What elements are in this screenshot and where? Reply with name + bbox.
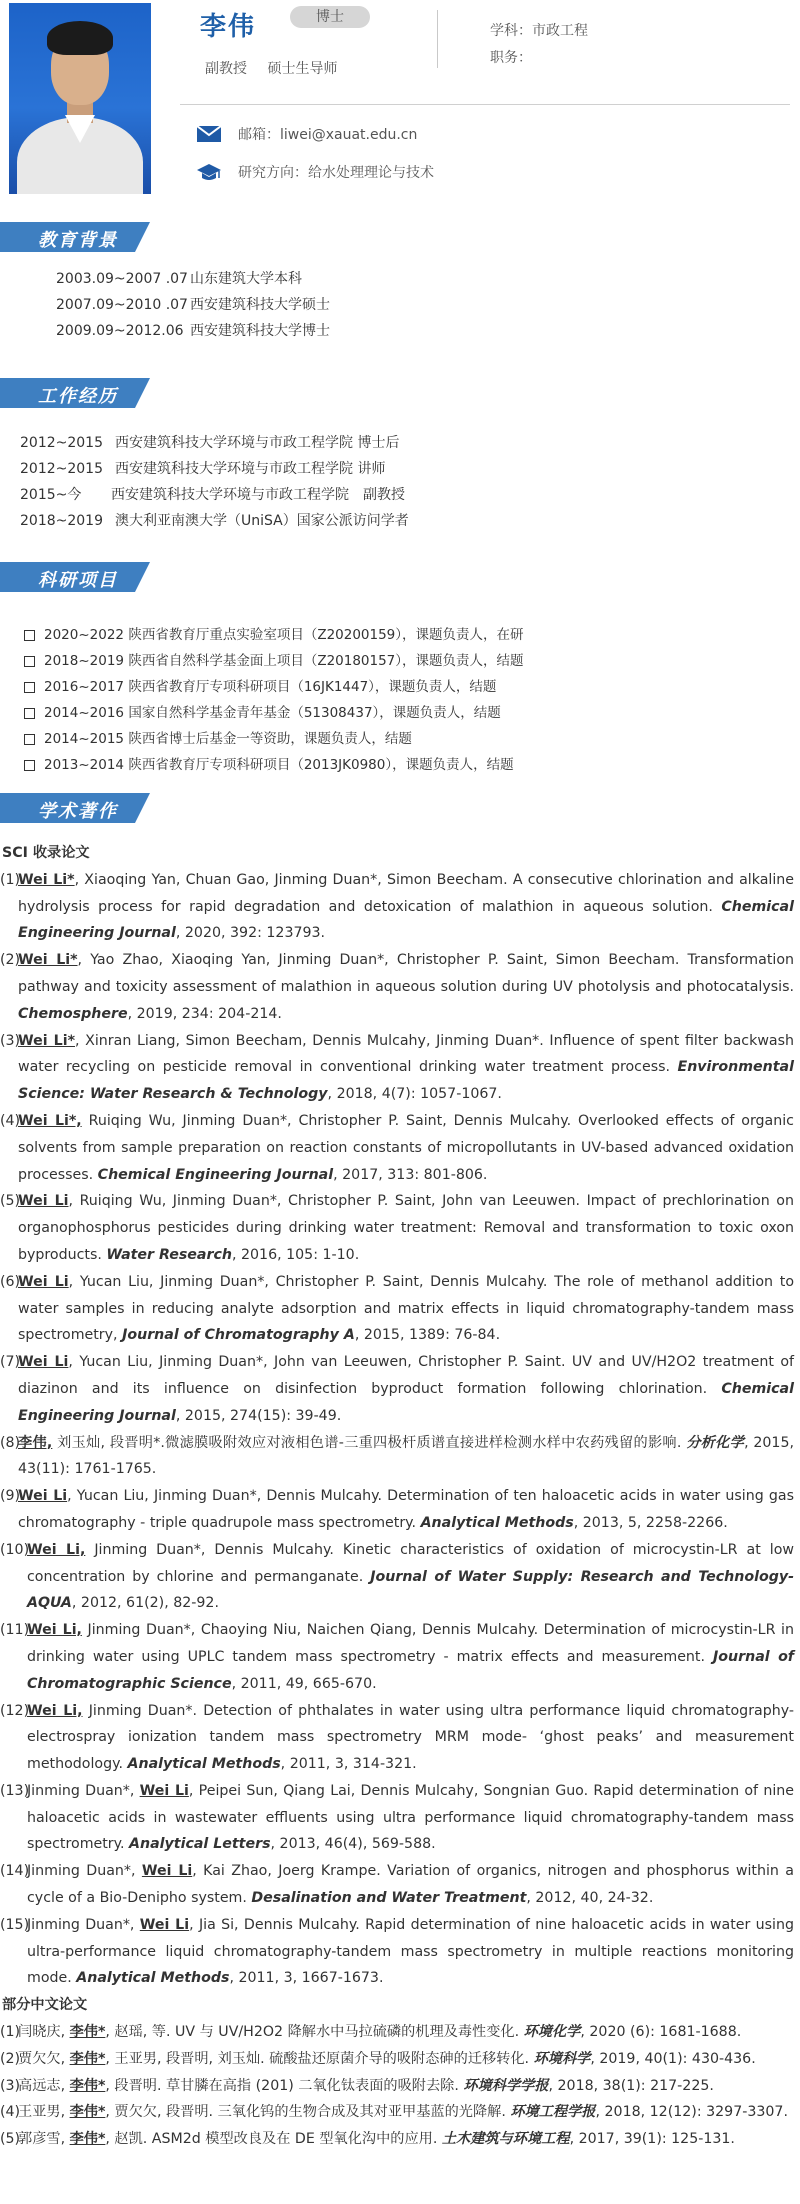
envelope-icon: [196, 124, 222, 144]
chinese-paper: (2) 贾欠欠, 李伟*, 王亚男, 段晋明, 刘玉灿. 硫酸盐还原菌介导的吸附态砷的迁移转化. 环境科学, 2019, 40(1): 430-436.: [0, 2050, 756, 2067]
section-title-work: 工作经历: [38, 386, 118, 407]
work-item: 2012~2015 西安建筑科技大学环境与市政工程学院 讲师: [20, 461, 386, 477]
sci-paper: (13) Jinming Duan*, Wei Li, Peipei Sun, Qiang Lai, Dennis Mulcahy, Songnian Guo. Rapid determination of nine haloacetic acids in wastewater effluents using ultra performance liquid chromatography-tandem mass spectrometry. Analytical Letters, 2013, 46(4), 569-588.: [0, 1782, 794, 1853]
chinese-paper: (5) 郭彦雪, 李伟*, 赵凯. ASM2d 模型改良及在 DE 型氧化沟中的应用. 土木建筑与环境工程, 2017, 39(1): 125-131.: [0, 2131, 735, 2148]
profile-header: [0, 0, 800, 210]
sci-heading: SCI 收录论文: [2, 845, 90, 861]
education-list: [56, 266, 330, 344]
chinese-paper: (3) 高远志, 李伟*, 段晋明. 草甘膦在高指 (201) 二氧化钛表面的吸附去除. 环境科学学报, 2018, 38(1): 217-225.: [0, 2077, 714, 2094]
graduation-cap-icon: [196, 162, 222, 182]
research-text: 研究方向：给水处理理论与技术: [238, 165, 434, 181]
sci-paper: (10) Wei Li, Jinming Duan*, Dennis Mulcahy. Kinetic characteristics of oxidation of microcystin-LR at low concentration by chlorine and permanganate. Journal of Water Supply: Research and Technology-AQUA, 2012, 61(2), 82-92.: [0, 1541, 794, 1612]
project-item: 2020~2022 陕西省教育厅重点实验室项目（Z20200159），课题负责人，在研: [24, 622, 524, 648]
degree-badge: 博士: [290, 6, 370, 28]
academic-titles: [205, 58, 353, 78]
project-item: 2013~2014 陕西省教育厅专项科研项目（2013JK0980），课题负责人，结题: [24, 752, 524, 778]
email-row: [196, 124, 417, 144]
work-list: [20, 430, 409, 534]
project-item: 2016~2017 陕西省教育厅专项科研项目（16JK1447），课题负责人，结题: [24, 674, 524, 700]
project-item: 2014~2015 陕西省博士后基金一等资助，课题负责人，结题: [24, 726, 524, 752]
profile-name: 李伟: [200, 12, 257, 42]
section-title-education: 教育背景: [38, 230, 118, 251]
sci-paper: (6) Wei Li, Yucan Liu, Jinming Duan*, Christopher P. Saint, Dennis Mulcahy. The role of methanol addition to water samples in reducing analyte adsorption and matrix effects in liquid chromatography-tandem mass spectrometry, Journal of Chromatography A, 2015, 1389: 76-84.: [0, 1273, 794, 1344]
checkbox-square-icon: [24, 630, 35, 641]
sci-paper: (15) Jinming Duan*, Wei Li, Jia Si, Dennis Mulcahy. Rapid determination of nine haloacetic acids in water using ultra-performance liquid chromatography-tandem mass spectrometry in multiple reactions monitoring mode. Analytical Methods, 2011, 3, 1667-1673.: [0, 1916, 794, 1987]
checkbox-square-icon: [24, 656, 35, 667]
sci-paper: (11) Wei Li, Jinming Duan*, Chaoying Niu, Naichen Qiang, Dennis Mulcahy. Determination of microcystin-LR in drinking water using UPLC tandem mass spectrometry - matrix effects and measurement. Journal of Chromatographic Science, 2011, 49, 665-670.: [0, 1622, 794, 1692]
section-projects: [0, 562, 800, 592]
sci-paper: (5) Wei Li, Ruiqing Wu, Jinming Duan*, Christopher P. Saint, John van Leeuwen. Impact of prechlorination on organophosphorus pesticides during drinking water treatment: Removal and transformation to toxic oxon byproducts. Water Research, 2016, 105: 1-10.: [0, 1193, 794, 1263]
subject-field: 学科：市政工程: [490, 23, 588, 39]
chinese-paper: (1) 闫晓庆, 李伟*, 赵瑶, 等. UV 与 UV/H2O2 降解水中马拉硫磷的机理及毒性变化. 环境化学, 2020 (6): 1681-1688.: [0, 2024, 742, 2041]
project-item: 2018~2019 陕西省自然科学基金面上项目（Z20180157），课题负责人，结题: [24, 648, 524, 674]
section-education: [0, 222, 800, 252]
sci-paper: (4) Wei Li*, Ruiqing Wu, Jinming Duan*, Christopher P. Saint, Dennis Mulcahy. Overlooked effects of organic solvents from sample preparation on reaction constants of micropollutants in UV-based advanced oxidation processes. Chemical Engineering Journal, 2017, 313: 801-806.: [0, 1112, 794, 1183]
checkbox-square-icon: [24, 760, 35, 771]
title-label: 副教授: [205, 61, 247, 77]
sci-paper: (14) Jinming Duan*, Wei Li, Kai Zhao, Joerg Krampe. Variation of organics, nitrogen and phosphorus within a cycle of a Bio-Denipho system. Desalination and Water Treatment, 2012, 40, 24-32.: [0, 1863, 794, 1907]
work-item: 2015~今 西安建筑科技大学环境与市政工程学院 副教授: [20, 487, 405, 503]
checkbox-square-icon: [24, 682, 35, 693]
sci-paper: (1) Wei Li*, Xiaoqing Yan, Chuan Gao, Jinming Duan*, Simon Beecham. A consecutive chlorination and alkaline hydrolysis process for rapid degradation and detoxication of malathion in aqueous solution. Chemical Engineering Journal, 2020, 392: 123793.: [0, 871, 795, 942]
publications-list: [0, 840, 800, 2153]
research-row: [196, 162, 434, 182]
supervisor-label: 硕士生导师: [267, 61, 338, 77]
chinese-paper: (4) 王亚男, 李伟*, 贾欠欠, 段晋明. 三氧化钨的生物合成及其对亚甲基蓝的光降解. 环境工程学报, 2018, 12(12): 3297-3307.: [0, 2104, 788, 2121]
section-work: [0, 378, 800, 408]
section-title-projects: 科研项目: [38, 570, 118, 591]
checkbox-square-icon: [24, 708, 35, 719]
work-item: 2018~2019 澳大利亚南澳大学（UniSA）国家公派访问学者: [20, 513, 409, 529]
header-rule: [180, 104, 790, 105]
sci-paper: (9) Wei Li, Yucan Liu, Jinming Duan*, Dennis Mulcahy. Determination of ten haloacetic acids in water using gas chromatography - triple quadrupole mass spectrometry. Analytical Methods, 2013, 5, 2258-2266.: [0, 1488, 794, 1531]
sci-paper: (12) Wei Li, Jinming Duan*. Detection of phthalates in water using ultra performance liquid chromatography-electrospray ionization tandem mass spectrometry MRM mode- ‘ghost peaks’ and measurement methodology. Analytical Methods, 2011, 3, 314-321.: [0, 1702, 794, 1773]
position-field: 职务：: [490, 50, 532, 66]
chinese-papers-heading: 部分中文论文: [2, 1997, 88, 2014]
work-item: 2012~2015 西安建筑科技大学环境与市政工程学院 博士后: [20, 435, 400, 451]
education-item: 2009.09~2012.06 西安建筑科技大学博士: [56, 323, 330, 339]
sci-paper: (8) 李伟, 刘玉灿, 段晋明*.微滤膜吸附效应对液相色谱-三重四极杆质谱直接进样检测水样中农药残留的影响. 分析化学, 2015, 43(11): 1761-1765.: [0, 1434, 794, 1478]
project-list: [24, 622, 524, 778]
education-item: 2003.09~2007 .07 山东建筑大学本科: [56, 271, 302, 287]
profile-photo: [9, 3, 151, 194]
header-divider: [437, 10, 438, 68]
email-text[interactable]: 邮箱：liwei@xauat.edu.cn: [238, 127, 418, 143]
sci-paper: (3) Wei Li*, Xinran Liang, Simon Beecham, Dennis Mulcahy, Jinming Duan*. Influence of spent filter backwash water recycling on pesticide removal in conventional drinking water treatment process. Environmental Science: Water Research & Technology, 2018, 4(7): 1057-1067.: [0, 1032, 794, 1103]
education-item: 2007.09~2010 .07 西安建筑科技大学硕士: [56, 297, 330, 313]
project-item: 2014~2016 国家自然科学基金青年基金（51308437），课题负责人，结题: [24, 700, 524, 726]
sci-paper: (7) Wei Li, Yucan Liu, Jinming Duan*, John van Leeuwen, Christopher P. Saint. UV and UV/H2O2 treatment of diazinon and its influence on disinfection byproduct formation following chlorination. Chemical Engineering Journal, 2015, 274(15): 39-49.: [0, 1354, 794, 1424]
checkbox-square-icon: [24, 734, 35, 745]
section-publications: [0, 793, 800, 823]
section-title-publications: 学术著作: [38, 801, 118, 822]
sci-paper: (2) Wei Li*, Yao Zhao, Xiaoqing Yan, Jinming Duan*, Christopher P. Saint, Simon Beecham. Transformation pathway and toxicity assessment of malathion in aqueous solution during UV photolysis and photocatalysis. Chemosphere, 2019, 234: 204-214.: [0, 952, 794, 1022]
